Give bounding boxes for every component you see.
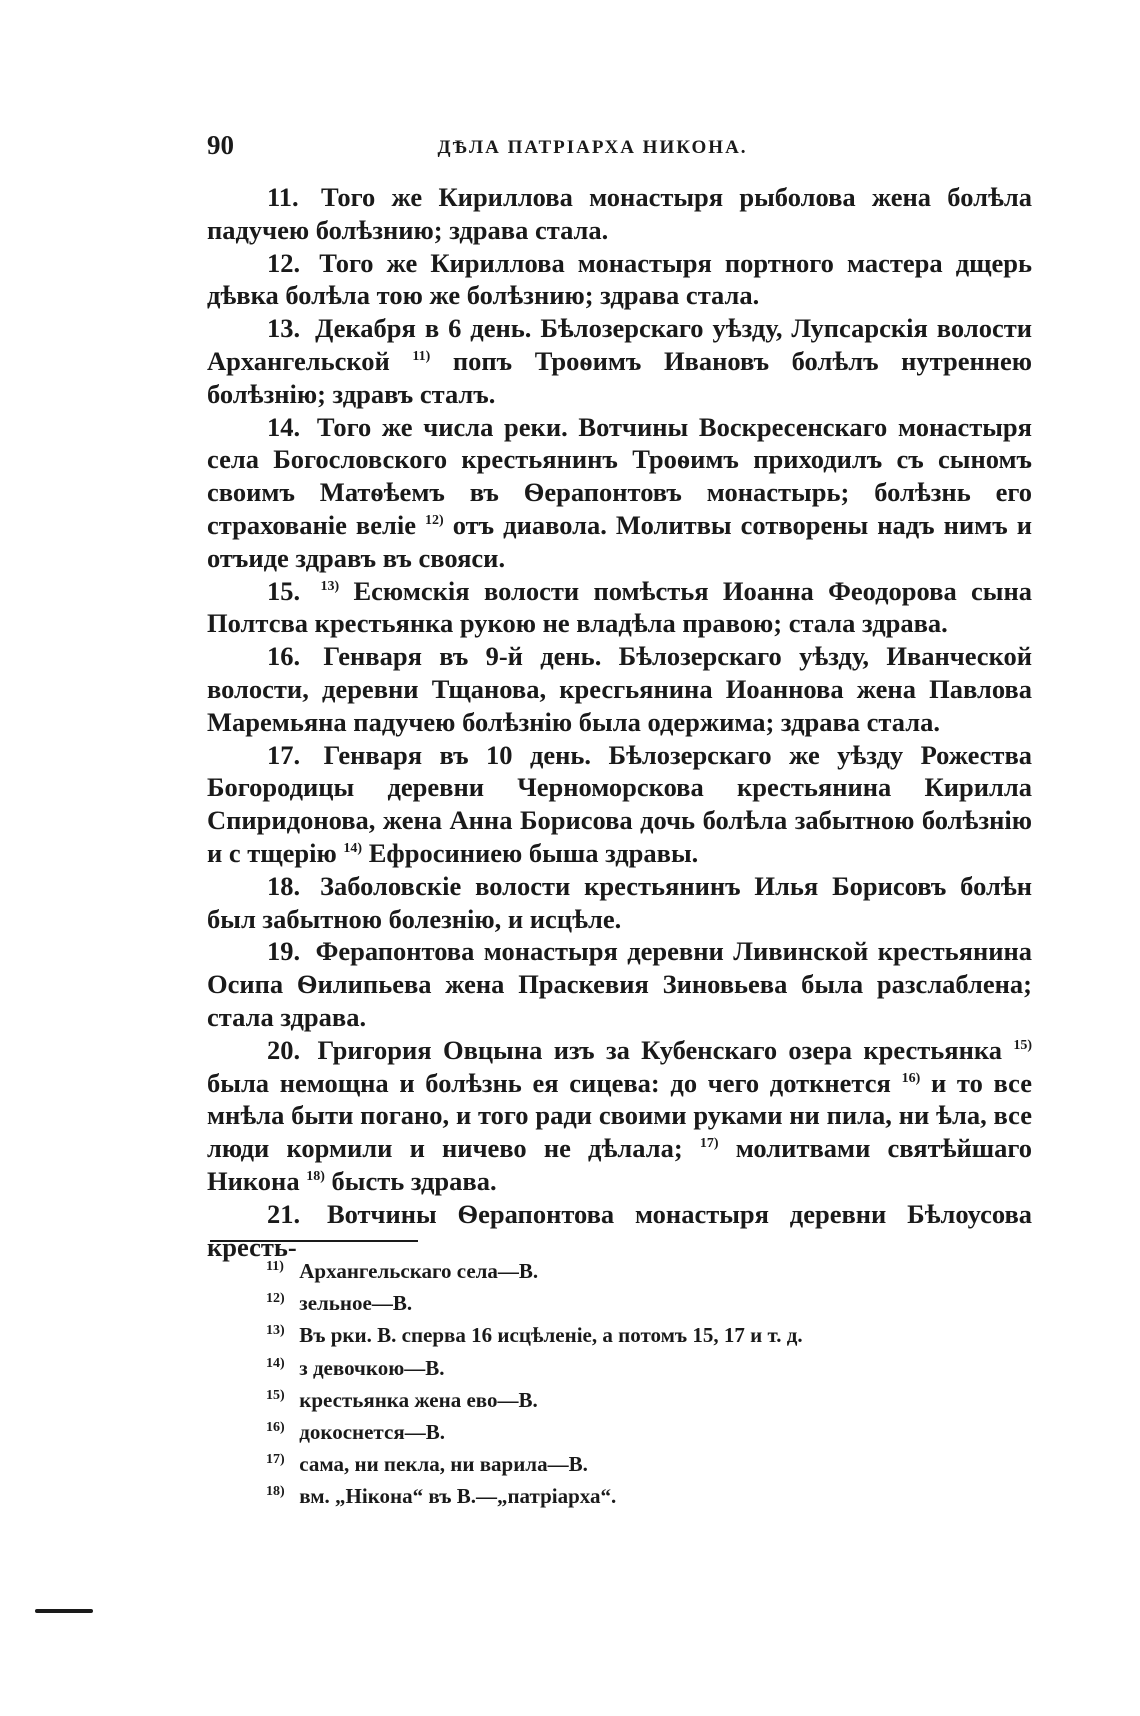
- footnote-15: 15) крестьянка жена ево—В.: [266, 1387, 538, 1412]
- entry-20: [207, 1034, 1032, 1198]
- entry-text: Генваря въ 9-й день. Бѣлозерскаго уѣзду, Иванческой волости, деревни Тщанова, кресгьянина Иоаннова жена Павлова Маремьяна падучею болѣзнію была одержима; здрава стала.: [207, 641, 1033, 737]
- footnote-text: вм. „Нікона“ въ В.—„патріарха“.: [299, 1484, 617, 1509]
- footnote-18: 18) вм. „Нікона“ въ В.—„патріарха“.: [266, 1484, 617, 1509]
- footnote-13: 13) Въ рки. В. сперва 16 исцѣленіе, а потомъ 15, 17 и т. д.: [266, 1323, 803, 1348]
- footnotes: [266, 1255, 966, 1513]
- footnote-text: Въ рки. В. сперва 16 исцѣленіе, а потомъ 15, 17 и т. д.: [299, 1323, 803, 1348]
- entry-12: [207, 247, 1032, 313]
- entry-text: Того же числа реки. Вотчины Воскресенскаго монастыря села Богословского крестьянинъ Троѳимъ приходилъ съ сыномъ своимъ Матѳѣемъ въ Ѳерапонтовъ монастырь; болѣзнь его страхованіе веліе: [207, 411, 1033, 540]
- entry-text: молитвами святѣйшаго Никона: [207, 1133, 1033, 1196]
- entry-number: 15.: [267, 575, 301, 606]
- footnote-ref: 13): [320, 578, 340, 594]
- entry-text: Григория Овцына изъ за Кубенскаго озера крестьянка: [317, 1034, 1002, 1065]
- entry-number: 13.: [267, 313, 301, 344]
- entry-text: Вотчины Ѳерапонтова монастыря деревни Бѣлоусова кресть-: [207, 1198, 1033, 1262]
- body-text: [207, 181, 1032, 1263]
- entry-text: была немощна и болѣзнь ея сицева: до чего доткнется: [207, 1067, 891, 1098]
- page-number: 90: [207, 130, 234, 160]
- entry-text: бысть здрава.: [331, 1165, 497, 1196]
- entry-11: [207, 181, 1032, 247]
- footnote-text: з девочкою—В.: [299, 1355, 445, 1380]
- entry-number: 14.: [267, 411, 301, 442]
- footnote-12: 12) зельное—В.: [266, 1291, 413, 1316]
- entry-text: Декабря в 6 день. Бѣлозерскаго уѣзду, Лупсарскія волости Архангельской: [207, 313, 1032, 376]
- entry-21: [207, 1198, 1032, 1264]
- entry-text: Заболовскіе волости крестьянинъ Илья Борисовъ болѣн был забытною болезнію, и исцѣле.: [207, 870, 1033, 934]
- footnote-ref: 12): [425, 513, 444, 529]
- entry-number: 12.: [267, 247, 301, 278]
- entry-text: Есюмскія волости помѣстья Иоанна Феодорова сына Полтсва крестьянка рукою не владѣла правою; стала здрава.: [207, 575, 1033, 639]
- entry-number: 11.: [267, 182, 299, 212]
- entry-13: [207, 312, 1032, 410]
- footnote-text: сама, ни пекла, ни варила—В.: [299, 1452, 588, 1477]
- footnote-text: Архангельскаго села—В.: [299, 1259, 539, 1283]
- entry-number: 17.: [267, 739, 301, 770]
- entry-text: попъ Троѳимъ Ивановъ болѣлъ нутреннею болѣзнію; здравъ сталъ.: [207, 345, 1033, 409]
- entry-18: [207, 870, 1032, 936]
- entry-text: Генваря въ 10 день. Бѣлозерскаго же уѣзду Рожества Богородицы деревни Черноморскова крестьянина Кирилла Спиридонова, жена Анна Борисова дочь болѣла забытною болѣзнію и с тщерію: [207, 739, 1033, 868]
- footnote-ref: 15): [1013, 1037, 1033, 1053]
- footnote-text: крестьянка жена ево—В.: [299, 1387, 538, 1412]
- footnote-ref: 16): [901, 1070, 921, 1086]
- entry-16: [207, 640, 1032, 738]
- entry-text: Того же Кириллова монастыря портного мастера дщерь дѣвка болѣла тою же болѣзнию; здрава стала.: [207, 247, 1033, 311]
- entry-number: 21.: [267, 1198, 301, 1229]
- entry-text: Ефросиниею быша здравы.: [368, 837, 699, 868]
- entry-15: [207, 575, 1032, 641]
- footnote-ref: 17): [699, 1136, 719, 1152]
- footnote-17: 17) сама, ни пекла, ни варила—В.: [266, 1452, 588, 1477]
- entry-text: Ферапонтова монастыря деревни Ливинской крестьянина Осипа Ѳилипьева жена Праскевия Зиновьева была разслаблена; стала здрава.: [207, 936, 1033, 1032]
- footnote-divider: [210, 1240, 418, 1242]
- scan-mark: [35, 1609, 93, 1613]
- footnote-11: 11) Архангельскаго села—В.: [266, 1259, 539, 1283]
- footnote-ref: 18): [306, 1169, 325, 1185]
- footnote-text: докоснется—В.: [299, 1420, 445, 1445]
- entry-number: 18.: [267, 870, 301, 901]
- entry-text: отъ диавола. Молитвы сотворены надъ нимъ и отъиде здравъ въ свояси.: [207, 509, 1032, 573]
- footnote-ref: 11): [412, 349, 431, 365]
- footnote-16: 16) докоснется—В.: [266, 1420, 445, 1445]
- running-head: ДѢЛА ПАТРІАРХА НИКОНА.: [437, 137, 748, 158]
- footnote-14: 14) з девочкою—В.: [266, 1355, 445, 1380]
- footnote-ref: 14): [343, 841, 363, 857]
- footnote-text: зельное—В.: [299, 1291, 413, 1316]
- entry-17: [207, 739, 1032, 870]
- entry-number: 20.: [267, 1034, 301, 1065]
- entry-19: [207, 935, 1032, 1033]
- entry-number: 16.: [267, 641, 301, 672]
- entry-text: Того же Кириллова монастыря рыболова жена болѣла падучею болѣзнию; здрава стала.: [207, 182, 1032, 245]
- entry-14: [207, 411, 1032, 575]
- entry-number: 19.: [267, 936, 301, 967]
- entry-text: и то все мнѣла быти погано, и того ради своими руками ни пила, ни ѣла, все люди кормили и ничево не дѣлала;: [207, 1067, 1033, 1164]
